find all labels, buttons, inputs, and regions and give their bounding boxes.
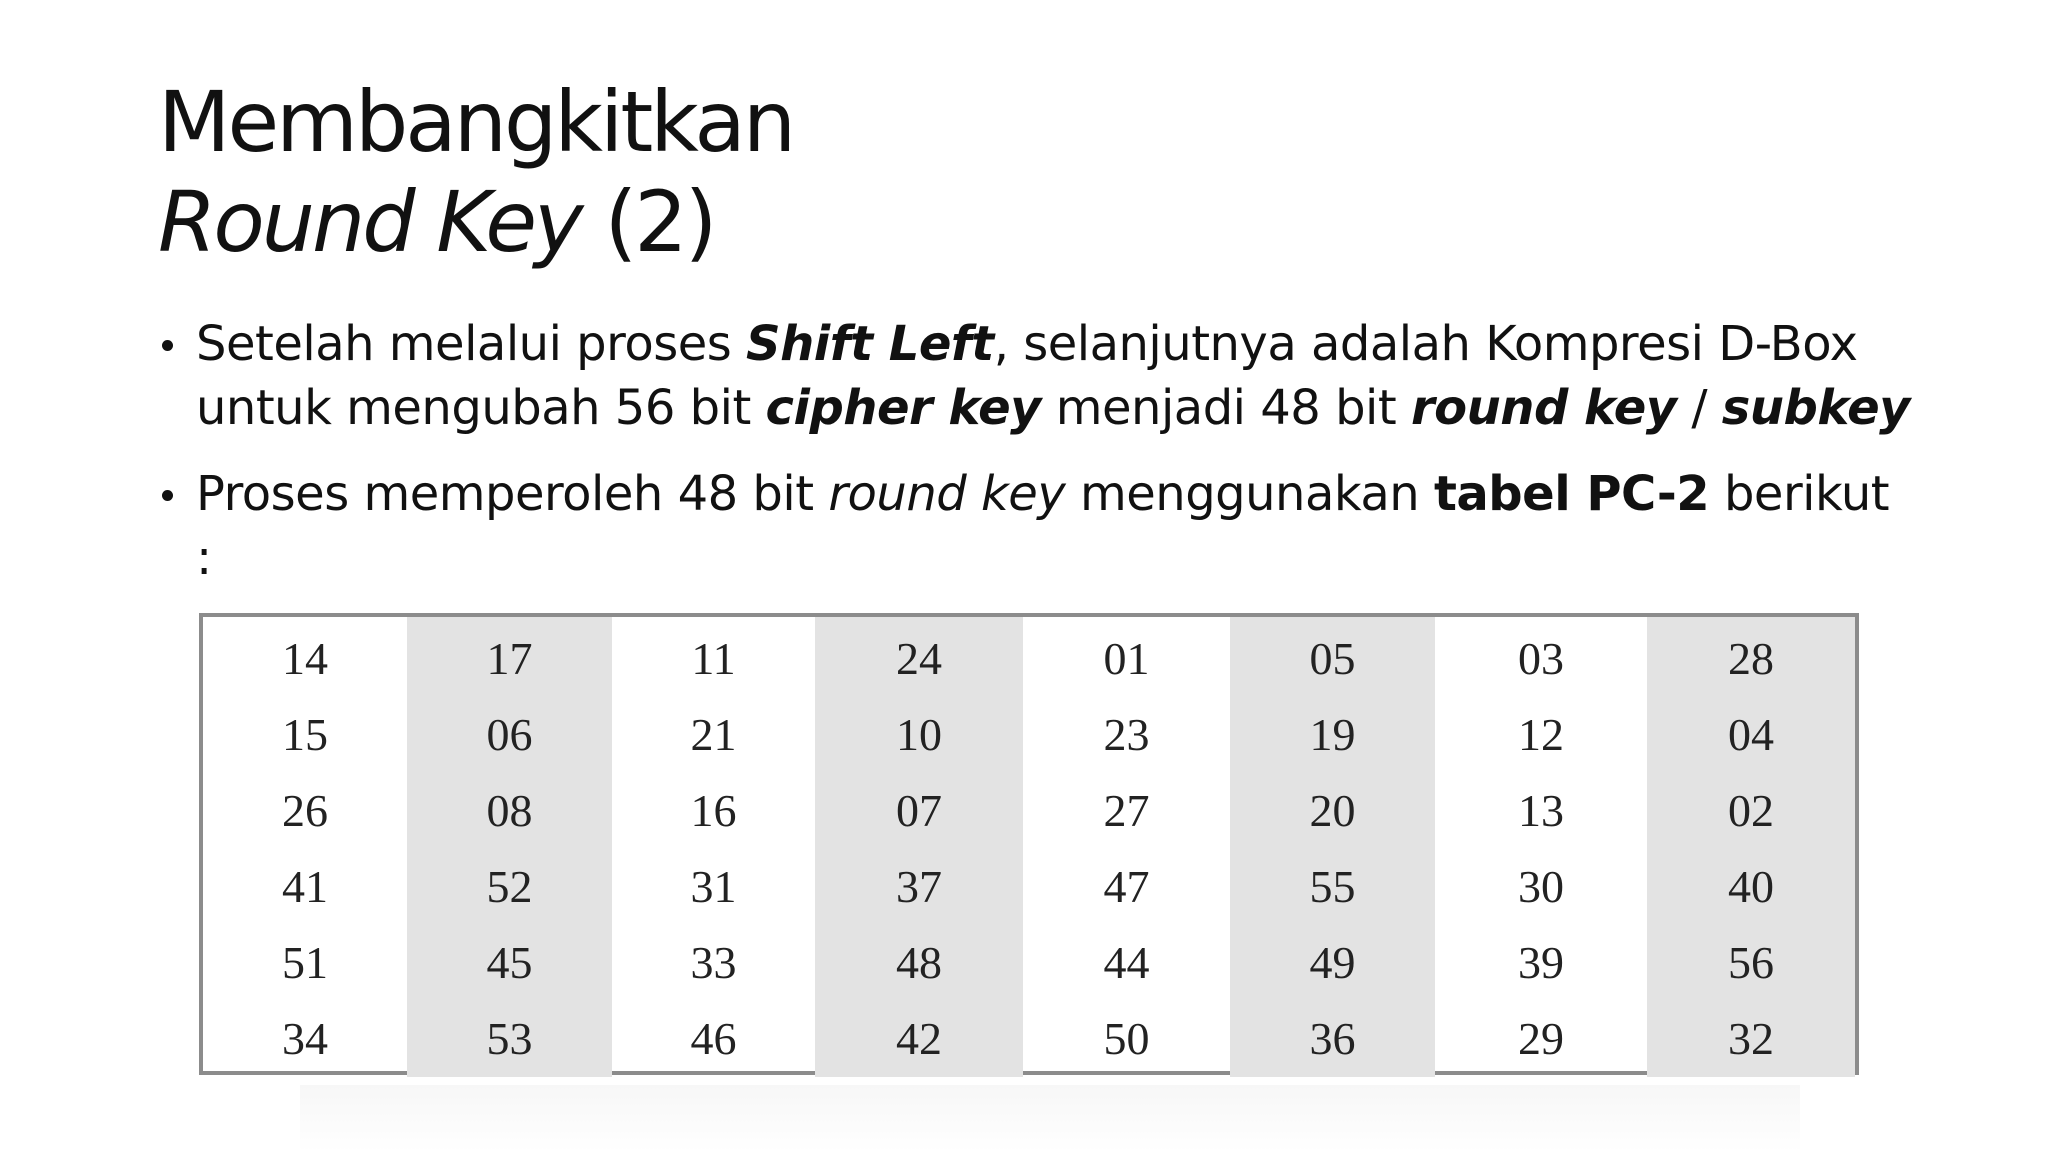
pc2-cell: 08	[486, 785, 533, 836]
pc2-column	[1023, 617, 1230, 1077]
bullet-emphasis: subkey	[1721, 380, 1910, 436]
pc2-cell: 19	[1309, 709, 1356, 760]
pc2-cell: 23	[1103, 709, 1150, 760]
pc2-cell: 01	[1103, 633, 1150, 684]
pc2-cell: 03	[1518, 633, 1564, 684]
pc2-cell: 36	[1309, 1013, 1356, 1064]
pc2-column	[1435, 617, 1647, 1077]
pc2-cell: 41	[282, 861, 328, 912]
pc2-cell: 42	[896, 1013, 942, 1064]
bullet-text: Proses memperoleh 48 bit	[196, 466, 829, 522]
pc2-cell: 21	[690, 709, 737, 760]
bullet-item-shift-left	[158, 312, 1918, 440]
pc2-cell: 07	[896, 785, 942, 836]
title-italic-part: Round Key	[158, 173, 581, 271]
title-line-2	[158, 172, 793, 272]
bullet-list	[158, 312, 1918, 612]
pc2-column	[1230, 617, 1435, 1077]
title-line-1: Membangkitkan	[158, 73, 794, 171]
pc2-cell: 44	[1103, 937, 1150, 988]
pc2-cell: 31	[690, 861, 737, 912]
pc2-cell: 02	[1728, 785, 1774, 836]
slide-title	[158, 72, 793, 272]
image-shadow	[300, 1085, 1800, 1152]
bullet-item-pc2	[158, 462, 1918, 590]
pc2-cell: 10	[896, 709, 942, 760]
pc2-cell: 46	[690, 1013, 737, 1064]
bullet-emphasis: tabel PC-2	[1433, 466, 1710, 522]
pc2-cell: 37	[896, 861, 942, 912]
pc2-cell: 32	[1728, 1013, 1774, 1064]
bullet-emphasis: cipher key	[765, 380, 1041, 436]
pc2-cell: 16	[690, 785, 737, 836]
bullet-text: menggunakan	[1065, 466, 1434, 522]
pc2-cell: 56	[1728, 937, 1774, 988]
pc2-cell: 30	[1518, 861, 1564, 912]
pc2-cell: 26	[282, 785, 328, 836]
pc2-cell: 55	[1309, 861, 1356, 912]
pc2-column	[815, 617, 1023, 1077]
bullet-text: /	[1676, 380, 1722, 436]
pc2-cell: 34	[282, 1013, 328, 1064]
pc2-cell: 40	[1728, 861, 1774, 912]
title-number-part: (2)	[580, 173, 715, 271]
pc2-cell: 24	[896, 633, 942, 684]
pc2-cell: 27	[1103, 785, 1150, 836]
pc2-cell: 33	[690, 937, 737, 988]
pc2-cell: 14	[282, 633, 328, 684]
bullet-text: menjadi 48 bit	[1040, 380, 1411, 436]
pc2-cell: 45	[486, 937, 533, 988]
pc2-cell: 12	[1518, 709, 1564, 760]
pc2-column	[612, 617, 815, 1077]
pc2-cell: 05	[1309, 633, 1356, 684]
bullet-emphasis: round key	[1410, 380, 1677, 436]
pc2-table	[199, 613, 1859, 1075]
bullet-text: berikut :	[196, 466, 1890, 586]
pc2-cell: 28	[1728, 633, 1774, 684]
pc2-cell: 13	[1518, 785, 1564, 836]
bullet-text: Setelah melalui proses	[196, 316, 746, 372]
pc2-column	[407, 617, 612, 1077]
pc2-cell: 06	[486, 709, 533, 760]
pc2-cell: 11	[691, 633, 736, 684]
pc2-cell: 52	[486, 861, 533, 912]
pc2-cell: 15	[282, 709, 328, 760]
bullet-text: , selanjutnya adalah Kompresi D-Box untuk mengubah 56 bit	[196, 316, 1858, 436]
bullet-emphasis: round key	[828, 466, 1066, 522]
pc2-cell: 04	[1728, 709, 1774, 760]
pc2-cell: 51	[282, 937, 328, 988]
pc2-column	[1647, 617, 1855, 1077]
pc2-cell: 53	[486, 1013, 533, 1064]
pc2-cell: 48	[896, 937, 942, 988]
pc2-cell: 50	[1103, 1013, 1150, 1064]
pc2-cell: 29	[1518, 1013, 1564, 1064]
pc2-cell: 20	[1309, 785, 1356, 836]
pc2-cell: 47	[1103, 861, 1150, 912]
pc2-cell: 39	[1518, 937, 1564, 988]
pc2-cell: 17	[486, 633, 533, 684]
bullet-emphasis: Shift Left	[746, 316, 994, 372]
pc2-cell: 49	[1309, 937, 1356, 988]
pc2-column	[203, 617, 407, 1077]
